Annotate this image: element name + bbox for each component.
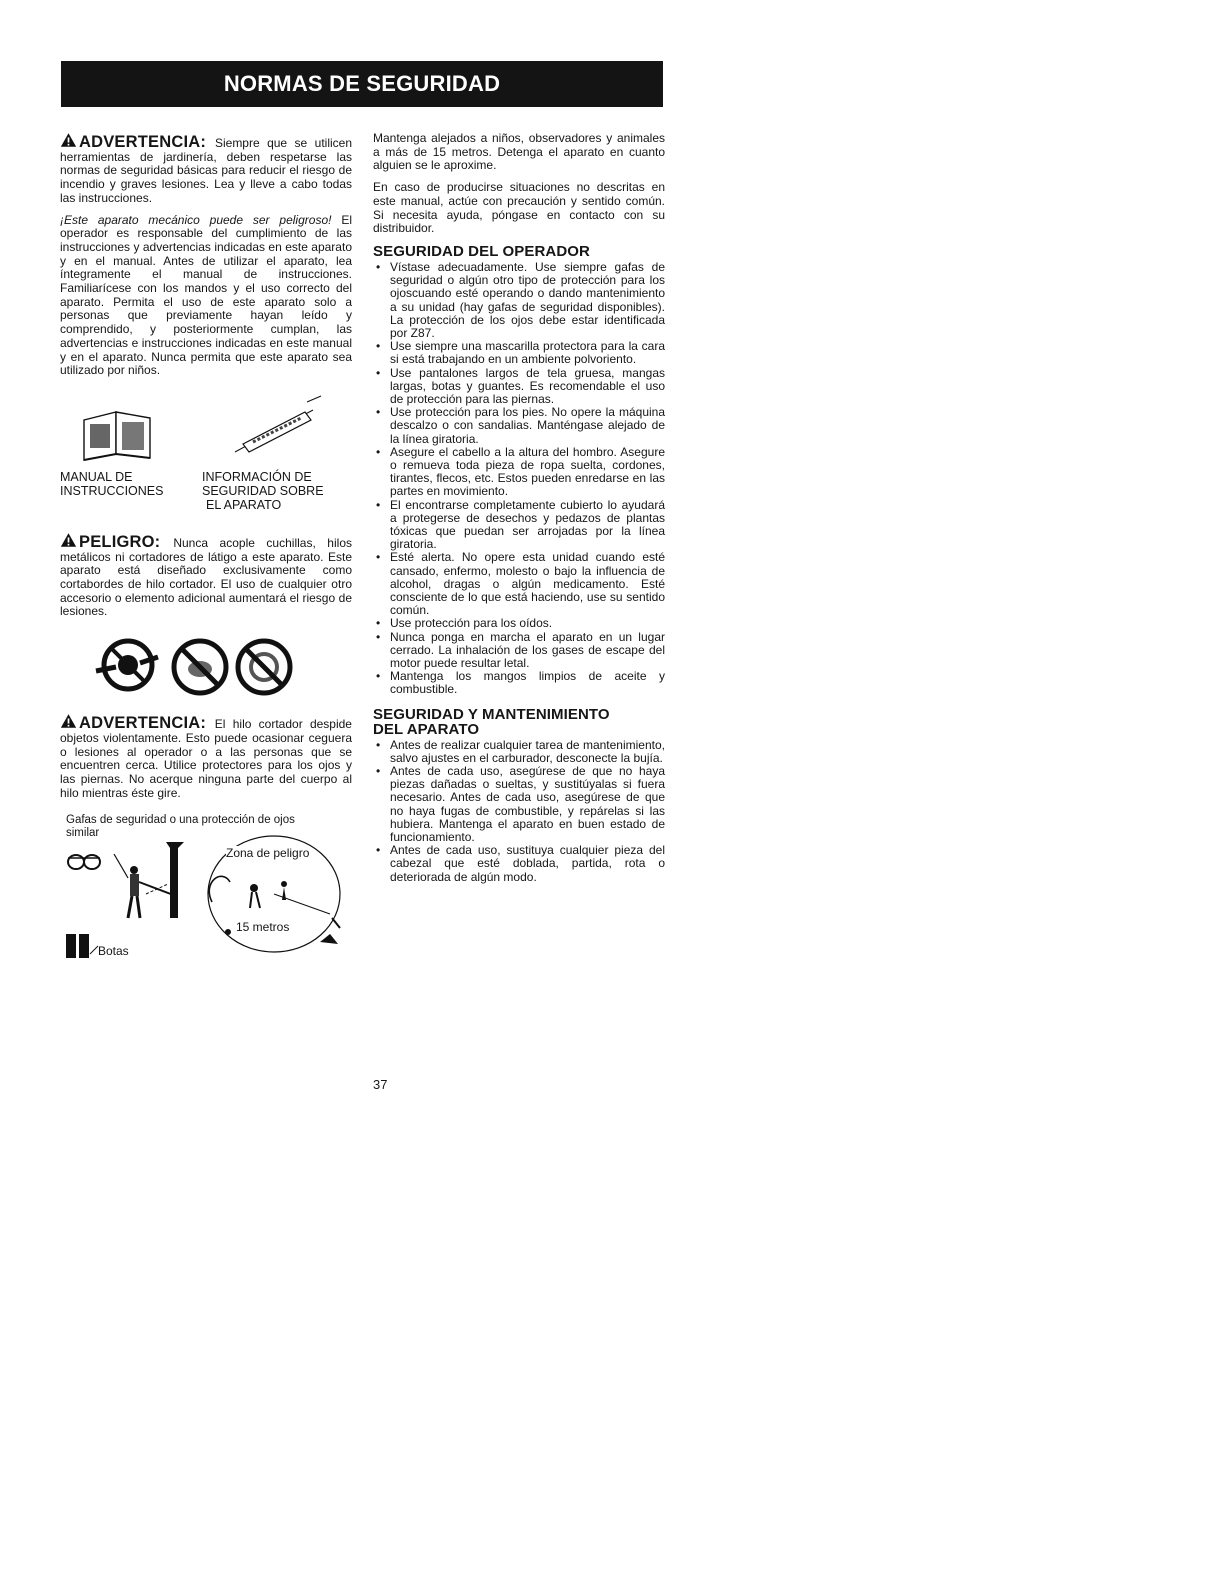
list-item: • El encontrarse completamente cubierto lo ayudará a protegerse de desechos y pedazos de plantas tóxicas que puedan ser arrojadas por la línea giratoria. [373, 499, 665, 552]
section-header: NORMAS DE SEGURIDAD [61, 61, 663, 107]
caption-line: INSTRUCCIONES [60, 483, 164, 498]
danger-zone-figure [60, 814, 352, 964]
danger-zone-label: Zona de peligro [226, 846, 310, 861]
manual-caption [60, 470, 202, 512]
caption-line: Gafas de seguridad o una protección de ojos [66, 814, 295, 827]
operator-safety-list [373, 261, 665, 697]
safety-decal-icon [225, 392, 325, 458]
no-metal-line-icon [168, 635, 232, 699]
no-blade-icon [90, 635, 160, 699]
danger-text: Nunca acople cuchillas, hilos metálicos ni cortadores de látigo a este aparato. Este aparato está diseñado exclusivamente como cortabordes de hilo cortador. El uso de cualquier otro accesorio o elemento adicional aumentará el riesgo de lesiones. [60, 535, 352, 619]
caption-line: INFORMACIÓN DE [202, 469, 312, 484]
list-item: • Nunca ponga en marcha el aparato en un lugar cerrado. La inhalación de los gases de escape del motor puede resultar letal. [373, 631, 665, 671]
danger-label: PELIGRO: [79, 532, 161, 551]
maintenance-heading [373, 707, 665, 737]
manual-book-icon [78, 406, 158, 466]
goggles-icon [66, 850, 102, 874]
caption-line: SEGURIDAD SOBRE [202, 483, 324, 498]
caption-line: EL APARATO [206, 497, 282, 512]
warning-label: ADVERTENCIA: [79, 133, 207, 151]
heading-line: SEGURIDAD Y MANTENIMIENTO [373, 705, 610, 723]
warning-triangle-icon [60, 132, 77, 148]
list-item: • Antes de realizar cualquier tarea de mantenimiento, salvo ajustes en el carburador, desconecte la bujía. [373, 739, 665, 765]
warning-heading [60, 133, 215, 151]
heading-line: DEL APARATO [373, 720, 480, 738]
distance-label: 15 metros [236, 920, 290, 935]
warning-text: El hilo cortador despide objetos violentamente. Esto puede ocasionar ceguera o lesiones al operador o a las personas que se encuentren cerca. Utilice protectores para los ojos y las piernas. No acerque ninguna parte del cuerpo al hilo mientras éste gire. [60, 717, 352, 800]
warning-paragraph [60, 132, 352, 206]
operator-safety-heading: SEGURIDAD DEL OPERADOR [373, 242, 590, 260]
operator-text: El operador es responsable del cumplimiento de las instrucciones y advertencias indicadas en este aparato y en el manual. Antes de utilizar el aparato, lea íntegramente el manual de instrucciones. Familiarícese con los mandos y el uso correcto del aparato. Permita el uso de este aparato solo a personas que previamente hayan leído y comprendido, y posteriormente cumplan, las advertencias e instrucciones indicadas en este manual y en el aparato. Nunca permita que este aparato sea utilizado por niños. [60, 212, 352, 378]
warning-label: ADVERTENCIA: [79, 714, 207, 733]
operator-responsibility [60, 214, 352, 378]
list-item: • Antes de cada uso, sustituya cualquier pieza del cabezal que esté doblada, partida, rota o deteriorada de algún modo. [373, 844, 665, 884]
manual-figures [60, 386, 352, 468]
right-column [373, 132, 665, 884]
thrown-objects-warning [60, 713, 352, 800]
maintenance-list [373, 739, 665, 884]
list-item: • Antes de cada uso, asegúrese de que no haya piezas dañadas o sueltas, y sustitúyalas si fuera necesario. Antes de cada uso, asegúrese de que no haya fugas de combustible, y repárelas si las hubiera. Mantenga el aparato en buen estado de funcionamiento. [373, 765, 665, 844]
warning-triangle-icon [60, 532, 77, 548]
boots-icon [64, 932, 100, 962]
list-item: • Use protección para los oídos. [373, 617, 665, 630]
list-item: • Mantenga los mangos limpios de aceite y combustible. [373, 670, 665, 696]
figure-captions [60, 470, 352, 512]
list-item: • Esté alerta. No opere esta unidad cuando esté cansado, enfermo, molesto o bajo la influencia de alcohol, dragas o algún medicamento. Esté consciente de lo que está haciendo, use su sentido común. [373, 551, 665, 617]
danger-heading [60, 533, 173, 551]
warning-text: Siempre que se utilicen herramientas de jardinería, deben respetarse las normas de seguridad básicas para reducir el riesgo de incendio y graves lesiones. Lea y lleve a cabo todas las instrucciones. [60, 136, 352, 205]
warning-heading [60, 714, 215, 732]
danger-statement: ¡Este aparato mecánico puede ser peligroso! [60, 212, 332, 227]
warning-triangle-icon [60, 713, 77, 729]
list-item: • Use siempre una mascarilla protectora para la cara si está trabajando en un ambiente polvoriento. [373, 340, 665, 366]
safety-info-caption [202, 470, 352, 512]
caption-line: MANUAL DE [60, 469, 133, 484]
danger-paragraph [60, 532, 352, 619]
no-whip-cutter-icon [232, 635, 296, 699]
caption-line: similar [66, 827, 100, 840]
list-item: • Vístase adecuadamente. Use siempre gafas de seguridad o algún otro tipo de protección para los ojoscuando esté operando o dando mantenimiento a su unidad (hay gafas de seguridad disponibles). La protección de los ojos debe estar identificada por Z87. [373, 261, 665, 340]
list-item: • Use pantalones largos de tela gruesa, mangas largas, botas y guantes. Es recomendable el uso de protección para las piernas. [373, 367, 665, 407]
list-item: • Asegure el cabello a la altura del hombro. Asegure o remueva toda pieza de ropa suelta, cordones, tirantes, flecos, etc. Estos pueden enredarse en las partes en movimiento. [373, 446, 665, 499]
left-column [60, 132, 352, 964]
boots-label: Botas [98, 944, 129, 959]
prohibited-accessories [60, 627, 352, 707]
page-number: 37 [373, 1077, 388, 1092]
list-item: • Use protección para los pies. No opere la máquina descalzo o con sandalias. Manténgase alejado de la línea giratoria. [373, 406, 665, 446]
operator-figure-icon [106, 834, 196, 924]
common-sense-paragraph: En caso de producirse situaciones no descritas en este manual, actúe con precaución y sentido común. Si necesita ayuda, póngase en contacto con su distribuidor. [373, 180, 665, 236]
keep-away-paragraph: Mantenga alejados a niños, observadores y animales a más de 15 metros. Detenga el aparato en cuanto alguien se le aproxime. [373, 131, 665, 173]
